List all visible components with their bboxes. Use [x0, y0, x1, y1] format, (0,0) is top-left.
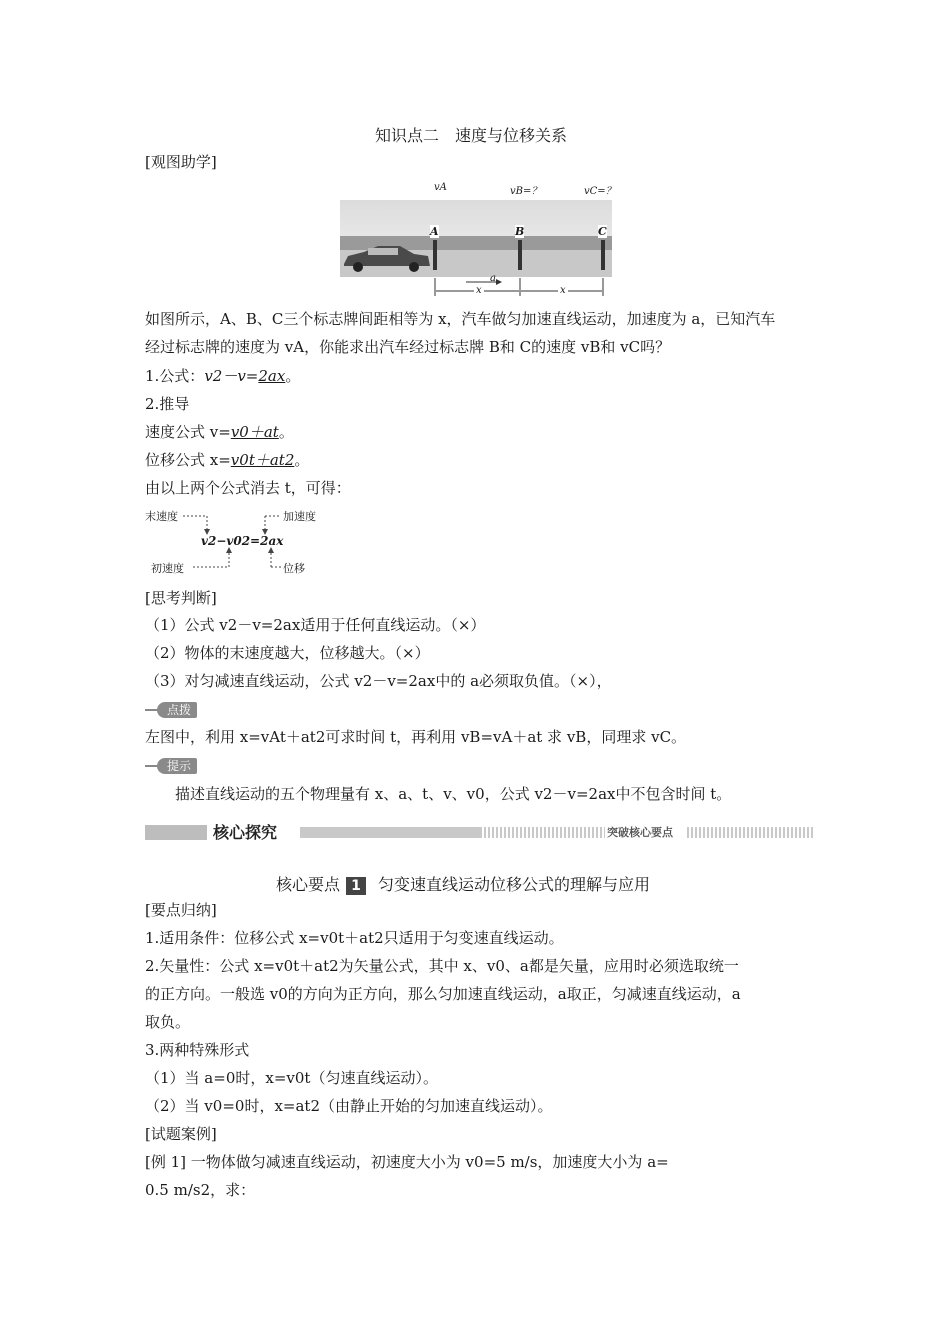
- core-heading: [276, 872, 650, 895]
- position-formula-blank: v0t＋at2: [230, 451, 295, 469]
- accel-label: a: [490, 273, 496, 284]
- tip-ti-text: 描述直线运动的五个物理量有 x、a、t、v、v0，公式 v2－v=2ax中不包含时间 t。: [175, 785, 732, 803]
- label-acceleration: 加速度: [283, 510, 316, 523]
- position-formula-end: 。: [294, 451, 310, 469]
- judgement-3: （3）对匀减速直线运动，公式 v2－v=2ax中的 a必须取负值。（×），: [145, 672, 612, 690]
- velocity-formula-end: 。: [278, 423, 294, 441]
- label-vc: vC=？: [584, 186, 616, 197]
- banner-bar-left: [145, 825, 207, 840]
- label-final-velocity: 末速度: [145, 510, 178, 523]
- example-line-2: 0.5 m/s2，求：: [145, 1181, 256, 1199]
- tip-dian-dash: [145, 709, 157, 711]
- tip-ti-dash: [145, 765, 157, 767]
- core-title: 匀变速直线运动位移公式的理解与应用: [378, 875, 651, 894]
- equation-diagram: [145, 505, 345, 577]
- dist-label-2: x: [560, 285, 566, 296]
- banner-title: 核心探究: [213, 823, 278, 842]
- tip-dian-text: 左图中，利用 x=vAt＋at2可求时间 t，再利用 vB=vA＋at 求 vB，同理求 vC。: [145, 728, 687, 746]
- sign-c-label: C: [598, 225, 607, 238]
- point-line-1: 1.适用条件：位移公式 x=v0t＋at2只适用于匀变速直线运动。: [145, 929, 564, 947]
- core-banner: [145, 822, 813, 844]
- section-label-yaodian: [要点归纳]: [145, 901, 217, 919]
- formula-label: 1.公式：: [145, 367, 205, 385]
- banner-subtitle: 突破核心要点: [607, 826, 673, 839]
- formula-line: [145, 366, 300, 386]
- point-line-5: 3.两种特殊形式: [145, 1041, 250, 1059]
- point-line-3: 的正方向。一般选 v0的方向为正方向，那么匀加速直线运动，a取正，匀减速直线运动，a: [145, 985, 741, 1003]
- point-line-7: （2）当 v0=0时，x=at2（由静止开始的匀加速直线运动）。: [145, 1097, 553, 1115]
- dist-label-1: x: [476, 285, 482, 296]
- position-formula-text: 位移公式 x=: [145, 451, 231, 469]
- eliminate-line: 由以上两个公式消去 t，可得：: [145, 479, 351, 497]
- banner-bar-right: [687, 827, 813, 838]
- core-prefix: 核心要点: [276, 875, 341, 894]
- core-number-badge: 1: [346, 877, 366, 895]
- sign-a-post: [433, 240, 437, 270]
- section-title: 知识点二 速度与位移关系: [375, 126, 568, 145]
- derivation-label: 2.推导: [145, 395, 190, 413]
- formula-expr: v2－v=: [204, 367, 259, 385]
- label-va: vA: [434, 182, 447, 193]
- point-line-2: 2.矢量性：公式 x=v0t＋at2为矢量公式，其中 x、v0、a都是矢量，应用时必须选取统一: [145, 957, 739, 975]
- diagram-equation: v2−v02=2ax: [201, 534, 284, 548]
- example-line-1: [例 1] 一物体做匀减速直线运动，初速度大小为 v0=5 m/s，加速度大小为 a=: [145, 1153, 669, 1171]
- sign-c-post: [601, 240, 605, 270]
- velocity-formula-blank: v0＋at: [230, 423, 279, 441]
- tip-ti-tag: [145, 758, 197, 774]
- road-figure-svg: [338, 178, 618, 300]
- label-displacement: 位移: [283, 562, 305, 575]
- section-label-sikao: [思考判断]: [145, 589, 217, 607]
- formula-blank: 2ax: [258, 367, 286, 385]
- tip-dian-label: 点拨: [157, 702, 197, 718]
- point-line-6: （1）当 a=0时，x=v0t（匀速直线运动）。: [145, 1069, 438, 1087]
- judgement-1: （1）公式 v2－v=2ax适用于任何直线运动。（×）: [145, 616, 486, 634]
- sign-b-label: B: [515, 225, 525, 238]
- judgement-2: （2）物体的末速度越大，位移越大。（×）: [145, 644, 430, 662]
- velocity-formula-text: 速度公式 v=: [145, 423, 231, 441]
- velocity-formula: [145, 422, 294, 442]
- position-formula: [145, 450, 309, 470]
- formula-end: 。: [285, 367, 301, 385]
- sign-b-post: [518, 240, 522, 270]
- section-label-guantu: [观图助学]: [145, 153, 217, 171]
- intro-line-2: 经过标志牌的速度为 vA，你能求出汽车经过标志牌 B和 C的速度 vB和 vC吗？: [145, 338, 671, 356]
- sign-a-label: A: [430, 225, 439, 238]
- label-vb: vB=？: [510, 186, 542, 197]
- section-label-shiti: [试题案例]: [145, 1125, 217, 1143]
- label-initial-velocity: 初速度: [151, 562, 184, 575]
- tip-ti-label: 提示: [157, 758, 197, 774]
- banner-bar-stripes: [480, 827, 605, 838]
- road-figure: [338, 178, 618, 300]
- banner-bar-mid: [300, 827, 480, 838]
- point-line-4: 取负。: [145, 1013, 191, 1031]
- tip-dian-tag: [145, 702, 197, 718]
- intro-line-1: 如图所示，A、B、C三个标志牌间距相等为 x，汽车做匀加速直线运动，加速度为 a，已知汽车: [145, 310, 776, 328]
- accel-arrow-head: [496, 279, 502, 285]
